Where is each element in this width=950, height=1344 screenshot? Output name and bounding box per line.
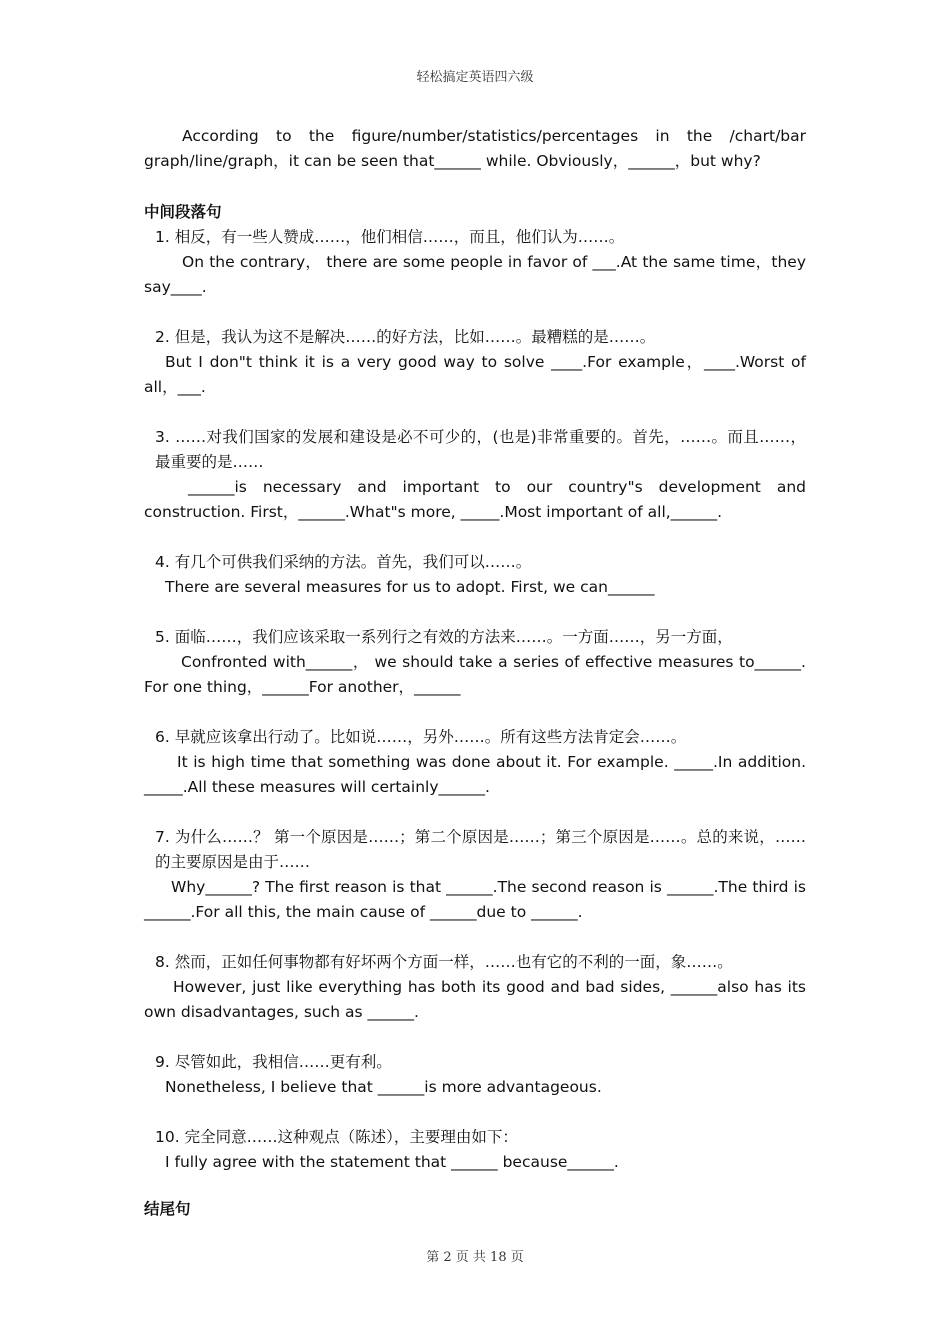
- list-item: [144, 425, 806, 525]
- item-english: Why______? The first reason is that ______.The second reason is ______.The third is ______.For all this, the main cause of ______due to ______.: [144, 878, 806, 921]
- item-english: Nonetheless, I believe that ______is more advantageous.: [165, 1078, 602, 1096]
- list-item: [144, 325, 806, 400]
- item-chinese: 7. 为什么……？ 第一个原因是……；第二个原因是……；第三个原因是……。总的来说，……的主要原因是由于……: [155, 828, 806, 871]
- item-english: It is high time that something was done about it. For example. _____.In addition. _____.All these measures will certainly______.: [144, 753, 806, 796]
- item-english: But I don"t think it is a very good way to solve ____.For example，____.Worst of all，___.: [144, 353, 806, 396]
- item-chinese: 6. 早就应该拿出行动了。比如说……，另外……。所有这些方法肯定会……。: [155, 728, 687, 746]
- item-chinese: 9. 尽管如此，我相信……更有利。: [155, 1053, 392, 1071]
- page-header: 轻松搞定英语四六级: [416, 70, 534, 85]
- page-footer: 第 2 页 共 18 页: [426, 1250, 524, 1265]
- section-heading-middle: 中间段落句: [144, 203, 222, 221]
- item-chinese: 3. ……对我们国家的发展和建设是必不可少的，(也是)非常重要的。首先，……。而且……，最重要的是……: [155, 428, 806, 471]
- list-item: [144, 225, 806, 300]
- document-body: [144, 124, 806, 1222]
- item-english: Confronted with______， we should take a series of effective measures to______. For one thing，______For another，______: [144, 653, 806, 696]
- list-item: [144, 1050, 806, 1100]
- list-item: [144, 625, 806, 700]
- list-item: [144, 725, 806, 800]
- item-chinese: 1. 相反，有一些人赞成……，他们相信……，而且，他们认为……。: [155, 228, 625, 246]
- item-chinese: 8. 然而，正如任何事物都有好坏两个方面一样，……也有它的不利的一面，象……。: [155, 953, 733, 971]
- list-item: [144, 550, 806, 600]
- item-english: However, just like everything has both its good and bad sides, ______also has its own disadvantages, such as ______.: [144, 978, 806, 1021]
- item-english: On the contrary， there are some people in favor of ___.At the same time，they say____.: [144, 253, 806, 296]
- section-heading-end: 结尾句: [144, 1200, 191, 1218]
- item-english: ______is necessary and important to our country"s development and construction. First，______.What"s more, _____.Most important of all,______.: [144, 478, 806, 521]
- item-chinese: 4. 有几个可供我们采纳的方法。首先，我们可以……。: [155, 553, 532, 571]
- list-item: [144, 1125, 806, 1175]
- list-item: [144, 825, 806, 925]
- intro-paragraph: According to the figure/number/statistics/percentages in the /chart/bar graph/line/graph，it can be seen that______ while. Obviously，______，but why?: [144, 127, 806, 170]
- list-item: [144, 950, 806, 1025]
- item-chinese: 2. 但是，我认为这不是解决……的好方法，比如……。最糟糕的是……。: [155, 328, 656, 346]
- item-chinese: 10. 完全同意……这种观点（陈述），主要理由如下：: [155, 1128, 518, 1146]
- item-chinese: 5. 面临……，我们应该采取一系列行之有效的方法来……。一方面……，另一方面，: [155, 628, 733, 646]
- item-english: I fully agree with the statement that ______ because______.: [165, 1153, 619, 1171]
- item-english: There are several measures for us to adopt. First, we can______: [165, 578, 655, 596]
